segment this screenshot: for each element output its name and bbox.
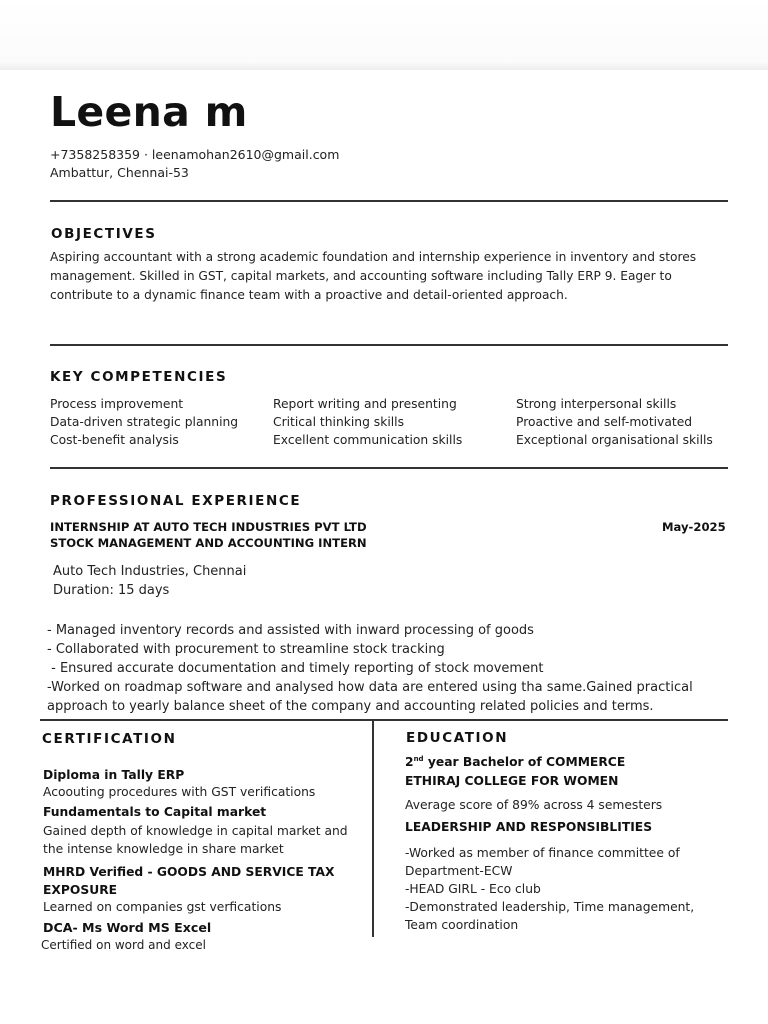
certification-heading: CERTIFICATION — [42, 731, 177, 747]
competency-item: Critical thinking skills — [273, 415, 404, 429]
objectives-line: contribute to a dynamic finance team with a proactive and detail-oriented approach. — [50, 288, 568, 302]
competencies-heading: KEY COMPETENCIES — [50, 369, 228, 385]
cert-title: Diploma in Tally ERP — [43, 768, 185, 782]
cert-description: Gained depth of knowledge in capital market and — [43, 824, 348, 838]
cert-description: Certified on word and excel — [41, 938, 206, 952]
job-duration: Duration: 15 days — [53, 583, 170, 598]
education-college: ETHIRAJ COLLEGE FOR WOMEN — [405, 774, 619, 788]
cert-title: Fundamentals to Capital market — [43, 805, 267, 819]
job-company: Auto Tech Industries, Chennai — [53, 564, 247, 579]
leadership-heading: LEADERSHIP AND RESPONSIBLITIES — [405, 820, 653, 834]
leadership-item: -Worked as member of finance committee of — [405, 846, 680, 860]
objectives-heading: OBJECTIVES — [51, 226, 157, 242]
divider — [40, 719, 728, 721]
page-top-shadow — [0, 0, 768, 70]
competency-item: Cost-benefit analysis — [50, 433, 179, 447]
competencies-col-3 — [516, 395, 713, 449]
leadership-item: Team coordination — [405, 918, 519, 932]
cert-title: MHRD Verified - GOODS AND SERVICE TAX — [43, 865, 335, 879]
divider — [50, 467, 728, 469]
job-title: INTERNSHIP AT AUTO TECH INDUSTRIES PVT LTD — [50, 520, 367, 534]
competency-item: Process improvement — [50, 397, 184, 411]
job-date: May-2025 — [662, 520, 726, 534]
degree-number: 2 — [405, 755, 414, 769]
leadership-item: -Demonstrated leadership, Time management, — [405, 900, 695, 914]
job-bullet: - Ensured accurate documentation and timely reporting of stock movement — [47, 661, 544, 676]
job-role: STOCK MANAGEMENT AND ACCOUNTING INTERN — [50, 536, 367, 550]
objectives-line: Aspiring accountant with a strong academic foundation and internship experience in inventory and stores — [50, 250, 697, 264]
job-bullet: approach to yearly balance sheet of the company and accounting related policies and terms. — [47, 699, 654, 714]
education-score: Average score of 89% across 4 semesters — [405, 798, 663, 812]
competency-item: Excellent communication skills — [273, 433, 463, 447]
candidate-name: Leena m — [50, 88, 248, 136]
job-bullet: - Managed inventory records and assisted with inward processing of goods — [47, 623, 534, 638]
cert-title: DCA- Ms Word MS Excel — [43, 920, 212, 935]
degree-superscript: nd — [413, 755, 424, 763]
experience-heading: PROFESSIONAL EXPERIENCE — [50, 493, 302, 509]
education-heading: EDUCATION — [406, 730, 509, 746]
competency-item: Report writing and presenting — [273, 397, 457, 411]
leadership-item: Department-ECW — [405, 864, 513, 878]
cert-description: the intense knowledge in share market — [43, 842, 284, 856]
cert-title: EXPOSURE — [43, 883, 118, 897]
job-bullet: -Worked on roadmap software and analysed how data are entered using tha same.Gained practical — [47, 680, 693, 695]
objectives-line: management. Skilled in GST, capital markets, and accounting software including Tally ERP 9. Eager to — [50, 269, 672, 283]
degree-text: year Bachelor of COMMERCE — [423, 755, 626, 769]
address: Ambattur, Chennai-53 — [50, 165, 189, 180]
cert-description: Acoouting procedures with GST verifications — [43, 785, 316, 799]
competency-item: Exceptional organisational skills — [516, 433, 713, 447]
cert-description: Learned on companies gst verfications — [43, 900, 282, 914]
contact-line: +7358258359 · leenamohan2610@gmail.com — [50, 147, 340, 162]
competency-item: Proactive and self-motivated — [516, 415, 693, 429]
job-bullet: - Collaborated with procurement to streamline stock tracking — [47, 642, 445, 657]
job-bullets — [47, 621, 693, 716]
leadership-item: -HEAD GIRL - Eco club — [405, 882, 541, 896]
competencies-col-2 — [273, 395, 462, 449]
competencies-col-1 — [50, 395, 238, 449]
education-degree — [405, 755, 625, 769]
divider — [50, 344, 728, 346]
competency-item: Strong interpersonal skills — [516, 397, 677, 411]
leadership-list — [405, 844, 694, 934]
competency-item: Data-driven strategic planning — [50, 415, 239, 429]
divider — [50, 200, 728, 202]
objectives-text — [50, 248, 696, 305]
column-divider — [372, 721, 374, 937]
